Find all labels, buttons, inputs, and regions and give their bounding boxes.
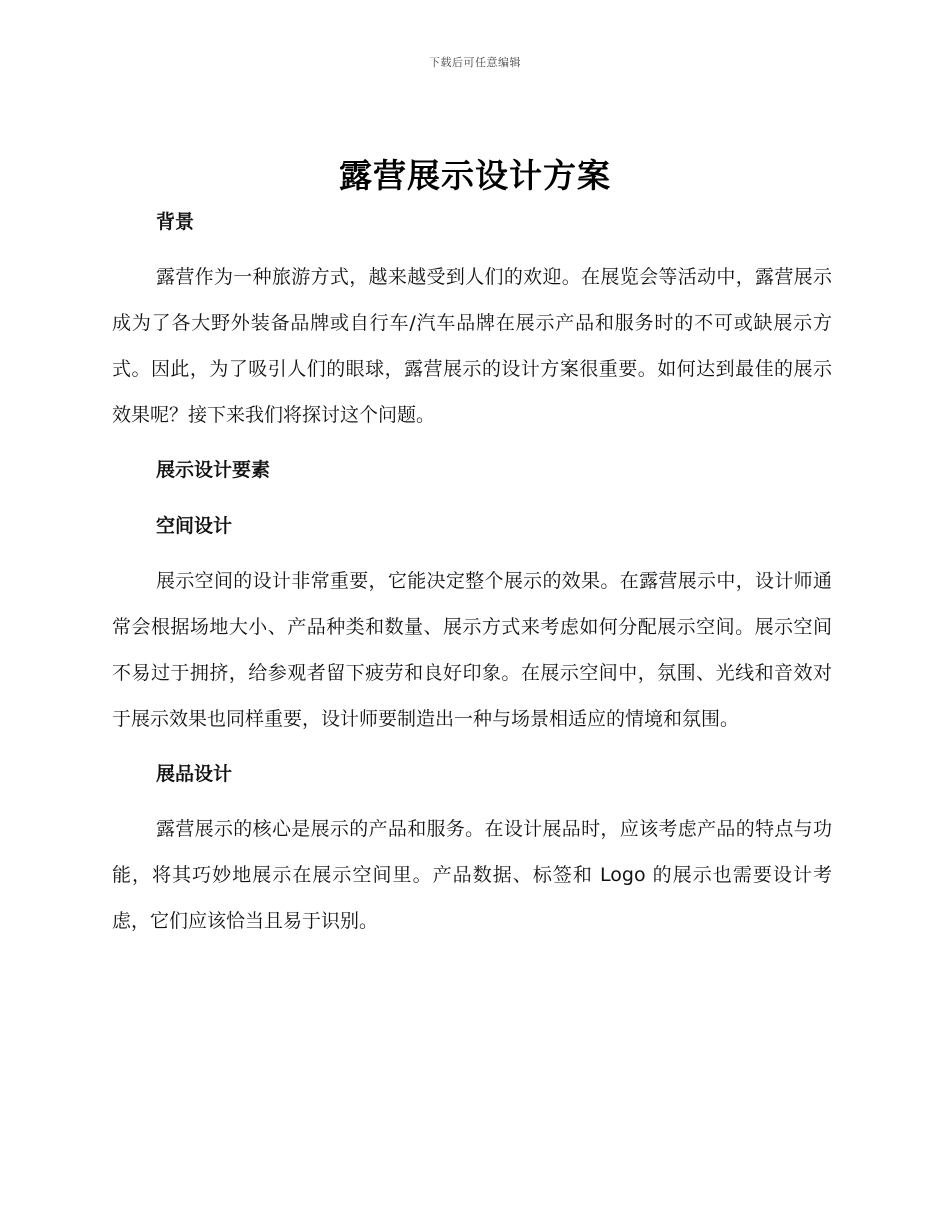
section-heading-space-design: 空间设计 xyxy=(156,515,233,537)
section-heading-design-elements: 展示设计要素 xyxy=(156,459,271,481)
document-body xyxy=(112,200,832,944)
section-paragraph-product-design: 露营展示的核心是展示的产品和服务。在设计展品时，应该考虑产品的特点与功能，将其巧妙地展示在展示空间里。产品数据、标签和 Logo 的展示也需要设计考虑，它们应该恰当且易于识别。 xyxy=(112,818,832,932)
header-note: 下载后可任意编辑 xyxy=(429,56,521,69)
document-title: 露营展示设计方案 xyxy=(339,156,611,195)
section-paragraph-space-design: 展示空间的设计非常重要，它能决定整个展示的效果。在露营展示中，设计师通常会根据场地大小、产品种类和数量、展示方式来考虑如何分配展示空间。展示空间不易过于拥挤，给参观者留下疲劳和良好印象。在展示空间中，氛围、光线和音效对于展示效果也同样重要，设计师要制造出一种与场景相适应的情境和氛围。 xyxy=(112,570,832,730)
section-heading-background: 背景 xyxy=(156,211,195,233)
section-paragraph-background: 露营作为一种旅游方式，越来越受到人们的欢迎。在展览会等活动中，露营展示成为了各大野外装备品牌或自行车/汽车品牌在展示产品和服务时的不可或缺展示方式。因此，为了吸引人们的眼球，露营展示的设计方案很重要。如何达到最佳的展示效果呢？接下来我们将探讨这个问题。 xyxy=(112,266,832,426)
section-heading-product-design: 展品设计 xyxy=(156,763,233,785)
